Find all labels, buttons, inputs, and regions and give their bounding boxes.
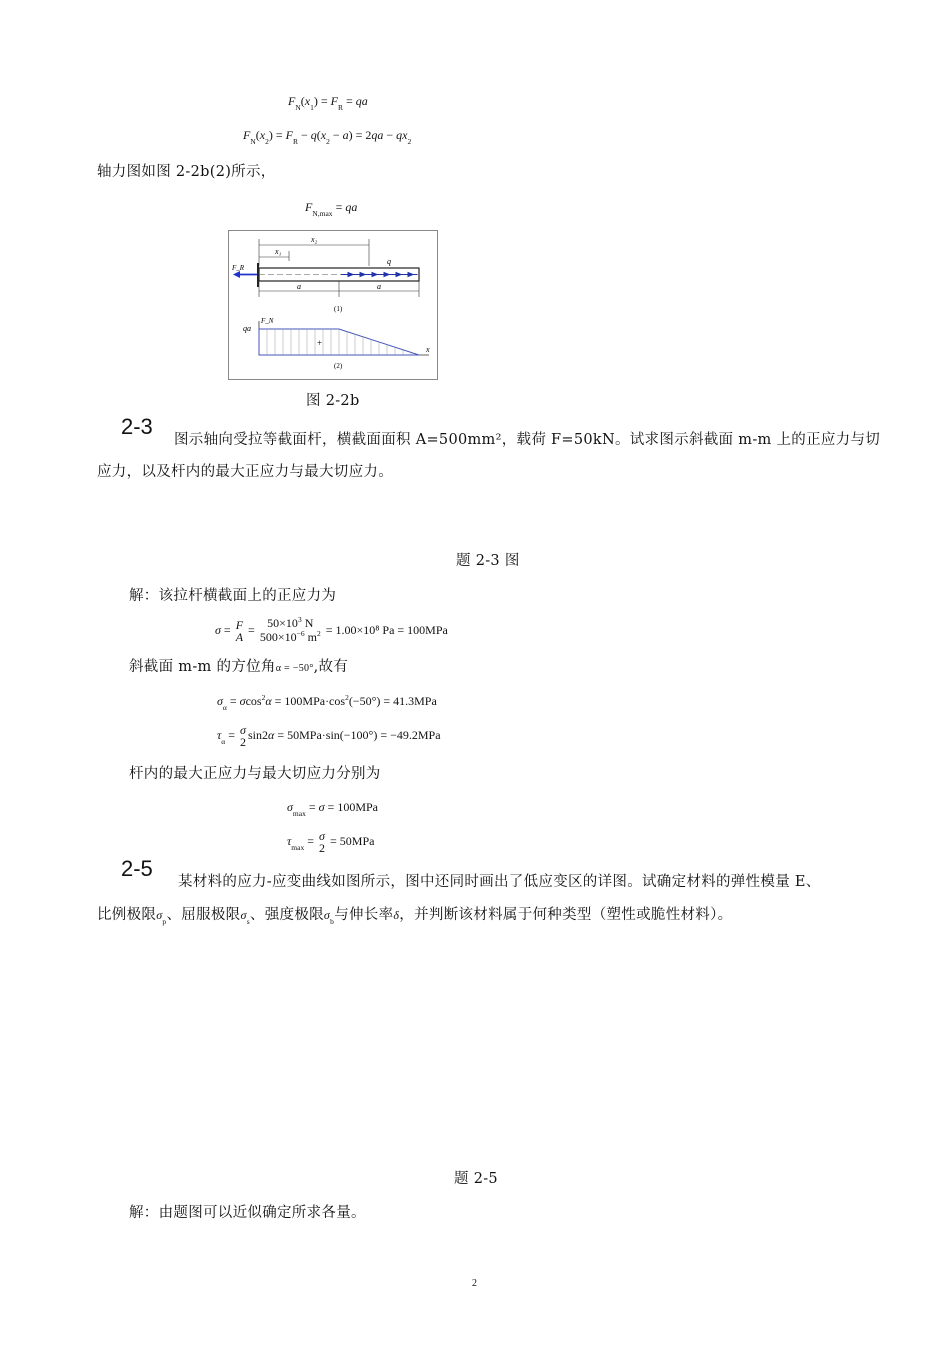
label-fr: F_R xyxy=(232,264,245,272)
problem-number-2-3: 2-3 xyxy=(121,414,153,439)
oblique-angle-text xyxy=(129,655,348,676)
equation-fnmax: $F_{N,max}$ = qa xyxy=(305,200,358,218)
figure-caption-2-2b: 图 2-2b xyxy=(306,393,360,409)
axial-force-text: 轴力图如图 2-2b(2)所示， xyxy=(97,164,276,180)
solution-2-5-intro: 解：由题图可以近似确定所求各量。 xyxy=(129,1205,366,1221)
label-plus: + xyxy=(317,338,323,348)
sigma-result: = 1.00×10⁸ Pa = 100MPa xyxy=(325,622,448,637)
oblique-text-b: ,故有 xyxy=(313,659,349,675)
label-x: x xyxy=(426,345,430,354)
p25-l2b: 、屈服极限 xyxy=(166,907,241,923)
label-a2: a xyxy=(377,282,381,291)
figure-2-2b xyxy=(228,230,438,380)
label-qa: qa xyxy=(243,324,251,333)
equation-sigma-max: $\sigma_{max} = \sigma = 100MPa$ xyxy=(287,800,378,818)
label-sub1: (1) xyxy=(334,305,343,313)
max-stress-text: 杆内的最大正应力与最大切应力分别为 xyxy=(129,766,381,782)
p25-l2c: 、强度极限 xyxy=(249,907,324,923)
page-number: 2 xyxy=(472,1278,477,1289)
problem-number-2-5: 2-5 xyxy=(121,856,153,881)
label-q: q xyxy=(387,257,391,266)
figure-caption-2-3: 题 2-3 图 xyxy=(456,553,520,569)
p25-l2d: 与伸长率 xyxy=(334,907,394,923)
label-fn: F_N xyxy=(261,317,274,325)
label-x2: x₂ xyxy=(311,235,318,244)
alpha-value: α = −50° xyxy=(275,663,314,674)
problem-2-5-line1: 某材料的应力-应变曲线如图所示，图中还同时画出了低应变区的详图。试确定材料的弹性模量 E、 xyxy=(178,874,821,890)
equation-tau-alpha: $\tau_\alpha$ = σ 2 sin2α = 50MPa·sin(−100°) = −49.2MPa xyxy=(217,723,441,749)
equation-fn2: $F_N(x_2) = F_R - q(x_2 - a) = 2qa - qx_2$ xyxy=(243,128,412,146)
problem-2-5-line2: 比例极限$\sigma_p$、屈服极限$\sigma_s$、强度极限$\sigma_b$与伸长率δ，并判断该材料属于何种类型（塑性或脆性材料）。 xyxy=(97,907,733,926)
equation-tau-max: $\tau_{max}$ = σ 2 = 50MPa xyxy=(287,829,375,855)
equation-sigma-alpha: $\sigma_\alpha = \sigma\cos^2\alpha = 100MPa\cdot\cos^2(-50^\circ) = 41.3MPa$ xyxy=(217,693,437,712)
equation-fn1: $F_N(x_1) = F_R$ = qa xyxy=(288,94,368,112)
p25-l2e: ，并判断该材料属于何种类型（塑性或脆性材料）。 xyxy=(399,907,733,923)
equation-sigma: σ = F A = $50\times 10^3$ N $500\times 10^{-6}$ $m^2$ = 1.00×10⁸ Pa = 100MPa xyxy=(215,615,448,644)
p25-l2a: 比例极限 xyxy=(97,907,157,923)
figure-caption-2-5: 题 2-5 xyxy=(454,1171,498,1187)
label-a1: a xyxy=(297,282,301,291)
solution-2-3-intro: 解：该拉杆横截面上的正应力为 xyxy=(129,588,337,604)
label-sub2: (2) xyxy=(334,362,343,370)
label-x1: x₁ xyxy=(275,247,282,256)
problem-2-3-line1: 图示轴向受拉等截面杆，横截面面积 A=500mm²，载荷 F=50kN。试求图示斜截面 m-m 上的正应力与切 xyxy=(174,432,881,448)
problem-2-3-line2: 应力，以及杆内的最大正应力与最大切应力。 xyxy=(97,464,393,480)
figure-2-2b-drawing xyxy=(229,231,437,379)
oblique-text-a: 斜截面 m-m 的方位角 xyxy=(129,659,276,675)
